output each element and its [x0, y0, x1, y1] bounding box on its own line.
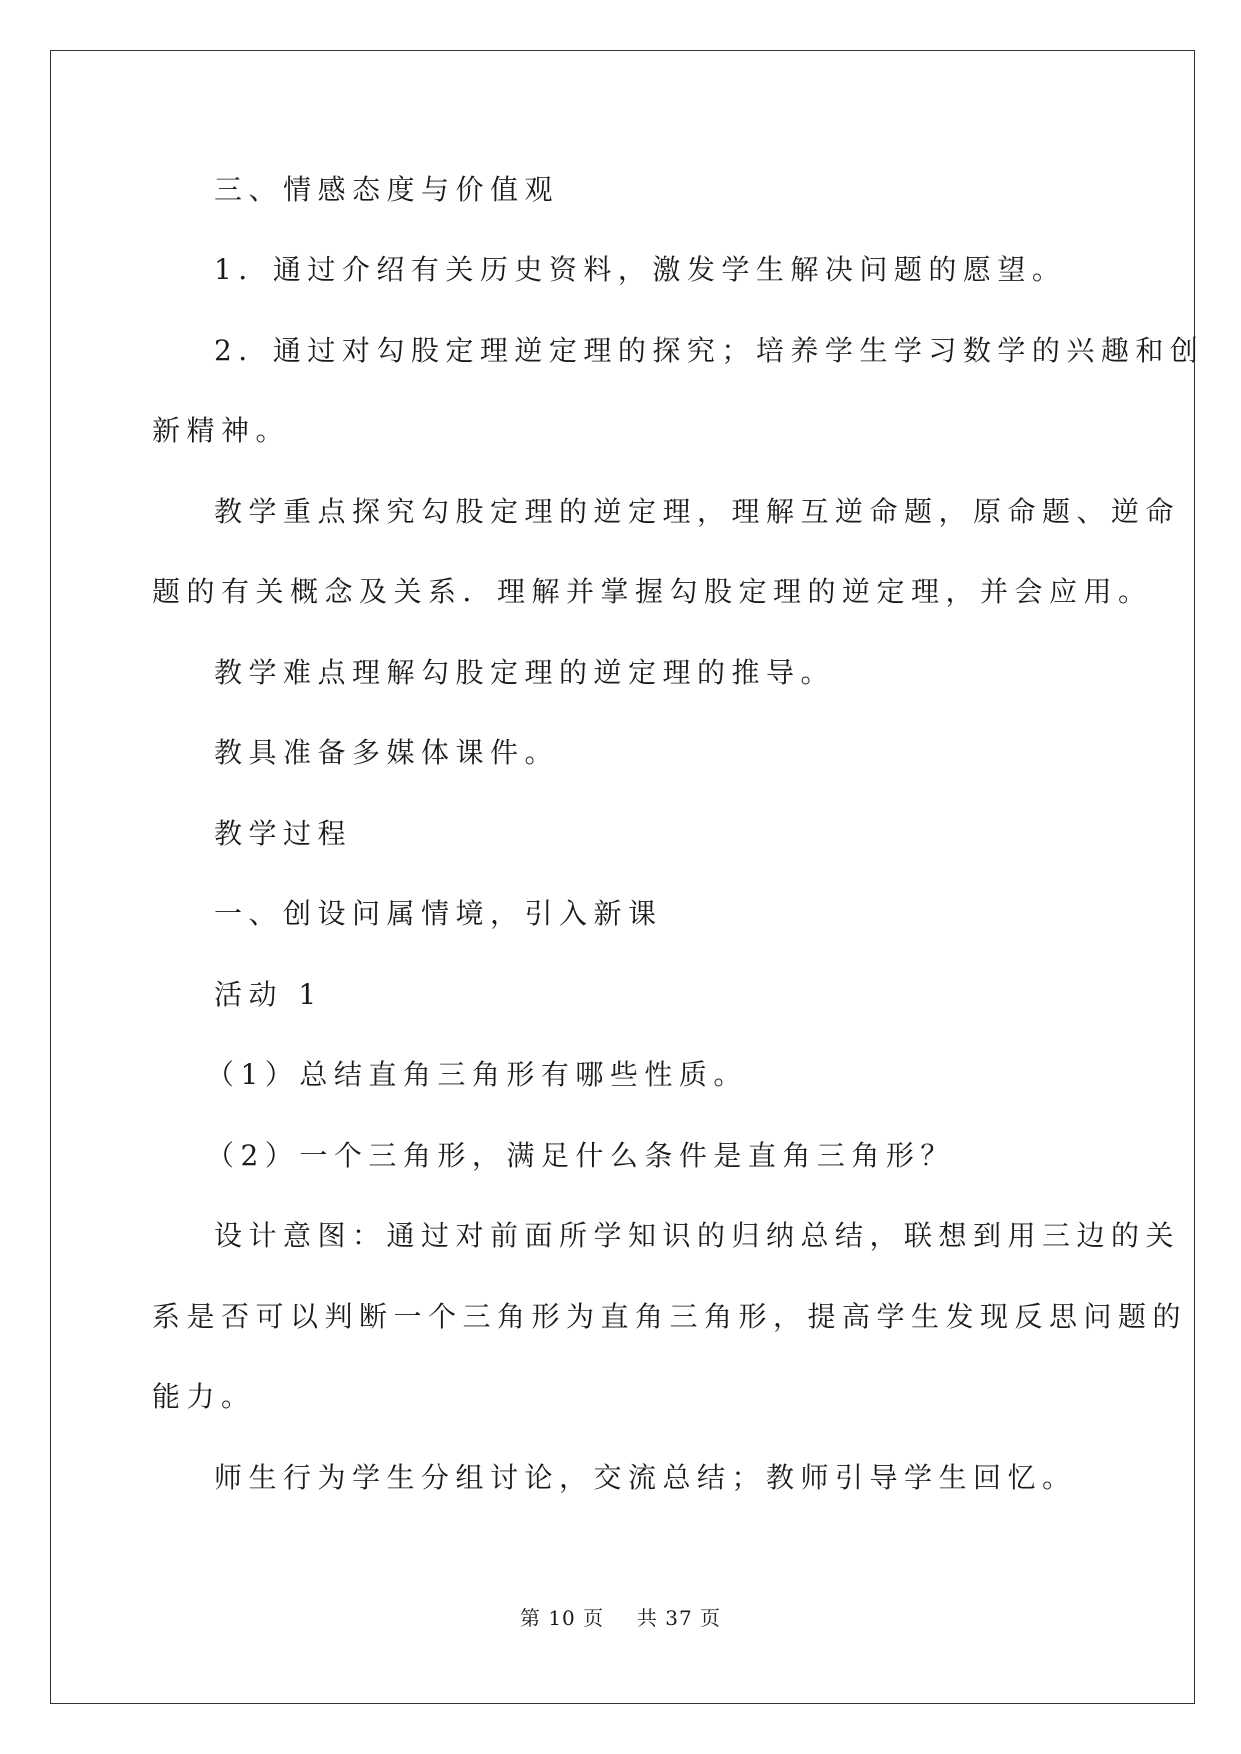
paragraph-line: 教学过程 [214, 817, 353, 850]
paragraph-line: 系是否可以判断一个三角形为直角三角形，提高学生发现反思问题的 [152, 1300, 1188, 1333]
paragraph-line: （2）一个三角形，满足什么条件是直角三角形？ [206, 1139, 955, 1172]
paragraph-line: （1）总结直角三角形有哪些性质。 [206, 1058, 748, 1091]
page-border [50, 50, 1195, 1704]
paragraph-line: 活动 1 [214, 978, 323, 1011]
page-total: 共 37 页 [636, 1606, 722, 1630]
paragraph-line: 2．通过对勾股定理逆定理的探究；培养学生学习数学的兴趣和创 [214, 334, 1205, 367]
paragraph-line: 教学重点探究勾股定理的逆定理，理解互逆命题，原命题、逆命 [214, 495, 1181, 528]
paragraph-line: 1．通过介绍有关历史资料，激发学生解决问题的愿望。 [214, 253, 1067, 286]
paragraph-line: 新精神。 [152, 414, 291, 447]
page-footer [0, 1604, 1241, 1632]
paragraph-line: 教具准备多媒体课件。 [214, 736, 560, 769]
paragraph-line: 教学难点理解勾股定理的逆定理的推导。 [214, 656, 836, 689]
paragraph-line: 能力。 [152, 1380, 256, 1413]
paragraph-line: 一、创设问属情境，引入新课 [214, 897, 663, 930]
section-heading: 三、情感态度与价值观 [214, 173, 560, 206]
paragraph-line: 师生行为学生分组讨论，交流总结；教师引导学生回忆。 [214, 1461, 1077, 1494]
paragraph-line: 设计意图：通过对前面所学知识的归纳总结，联想到用三边的关 [214, 1219, 1181, 1252]
page-number: 第 10 页 [519, 1606, 605, 1630]
paragraph-line: 题的有关概念及关系．理解并掌握勾股定理的逆定理，并会应用。 [152, 575, 1153, 608]
